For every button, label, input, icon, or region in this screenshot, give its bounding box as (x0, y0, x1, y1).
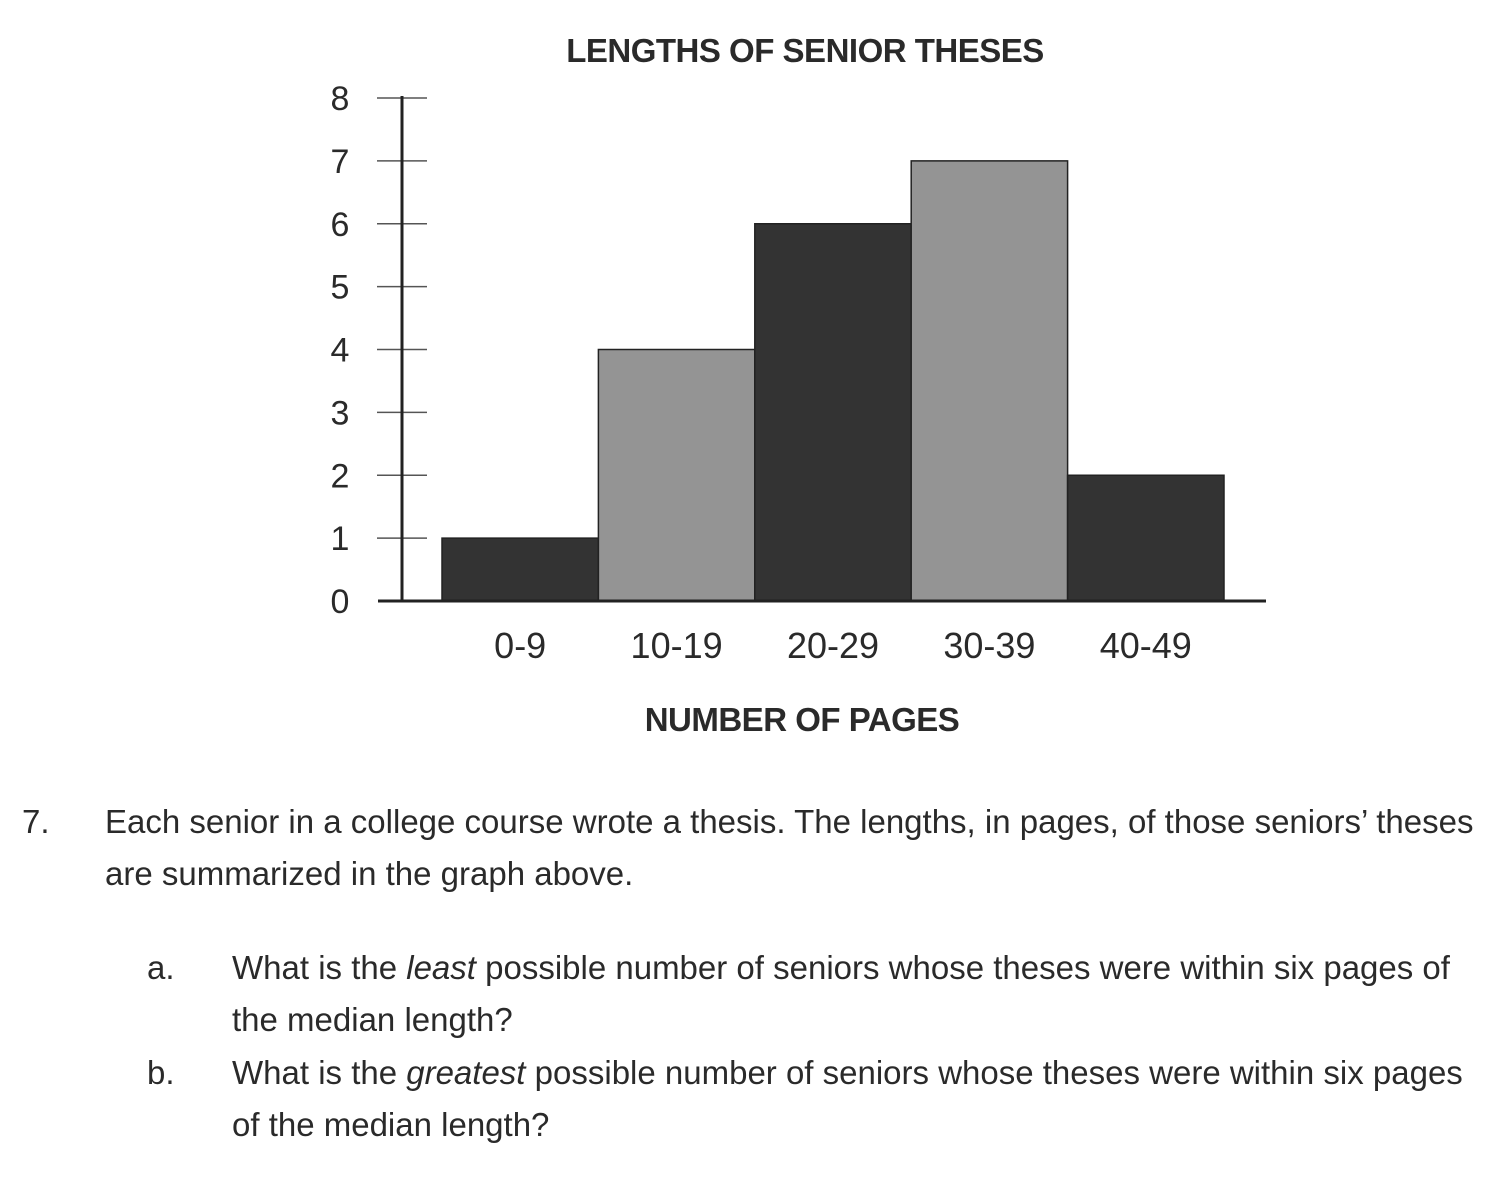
part-a-emphasis: least (406, 949, 476, 986)
part-a-letter: a. (147, 949, 175, 986)
bars (442, 161, 1224, 601)
part-a-text (232, 942, 1472, 1046)
y-tick-label: 3 (330, 394, 350, 433)
y-tick-label: 6 (330, 205, 350, 244)
x-category-label: 10-19 (630, 625, 723, 666)
chart-title: LENGTHS OF SENIOR THESES (566, 32, 1044, 69)
y-tick-label: 1 (330, 520, 350, 559)
part-a-after: possible number of seniors whose theses were within six pages of the median length? (232, 949, 1450, 1038)
y-tick-label: 2 (330, 457, 350, 496)
x-axis-labels (494, 625, 1192, 666)
question-number: 7. (22, 803, 50, 840)
bar-30-39 (911, 161, 1067, 601)
part-a-before: What is the (232, 949, 407, 986)
x-category-label: 20-29 (786, 625, 880, 666)
y-tick-label: 8 (330, 80, 350, 118)
x-category-label: 0-9 (494, 625, 547, 666)
part-b-letter: b. (147, 1054, 175, 1091)
bar-40-49 (1068, 475, 1224, 601)
y-tick-label: 0 (330, 583, 350, 621)
part-b-after: possible number of seniors whose theses were within six pages of the median length? (232, 1054, 1463, 1143)
question-text: Each senior in a college course wrote a thesis. The lengths, in pages, of those seniors’ theses are summarized in the graph above. (105, 803, 1474, 892)
y-tick-label: 5 (330, 268, 350, 307)
y-axis-ticks (331, 80, 427, 621)
bar-20-29 (755, 224, 911, 601)
bar-0-9 (442, 538, 598, 601)
bar-10-19 (598, 350, 754, 602)
x-axis-title: NUMBER OF PAGES (644, 701, 960, 738)
x-category-label: 40-49 (1099, 625, 1192, 666)
x-category-label: 30-39 (943, 625, 1036, 666)
y-tick-label: 4 (330, 331, 350, 370)
part-b-text (232, 1047, 1472, 1151)
part-b-emphasis: greatest (406, 1054, 526, 1091)
y-tick-label: 7 (330, 142, 350, 181)
part-b-before: What is the (232, 1054, 407, 1091)
